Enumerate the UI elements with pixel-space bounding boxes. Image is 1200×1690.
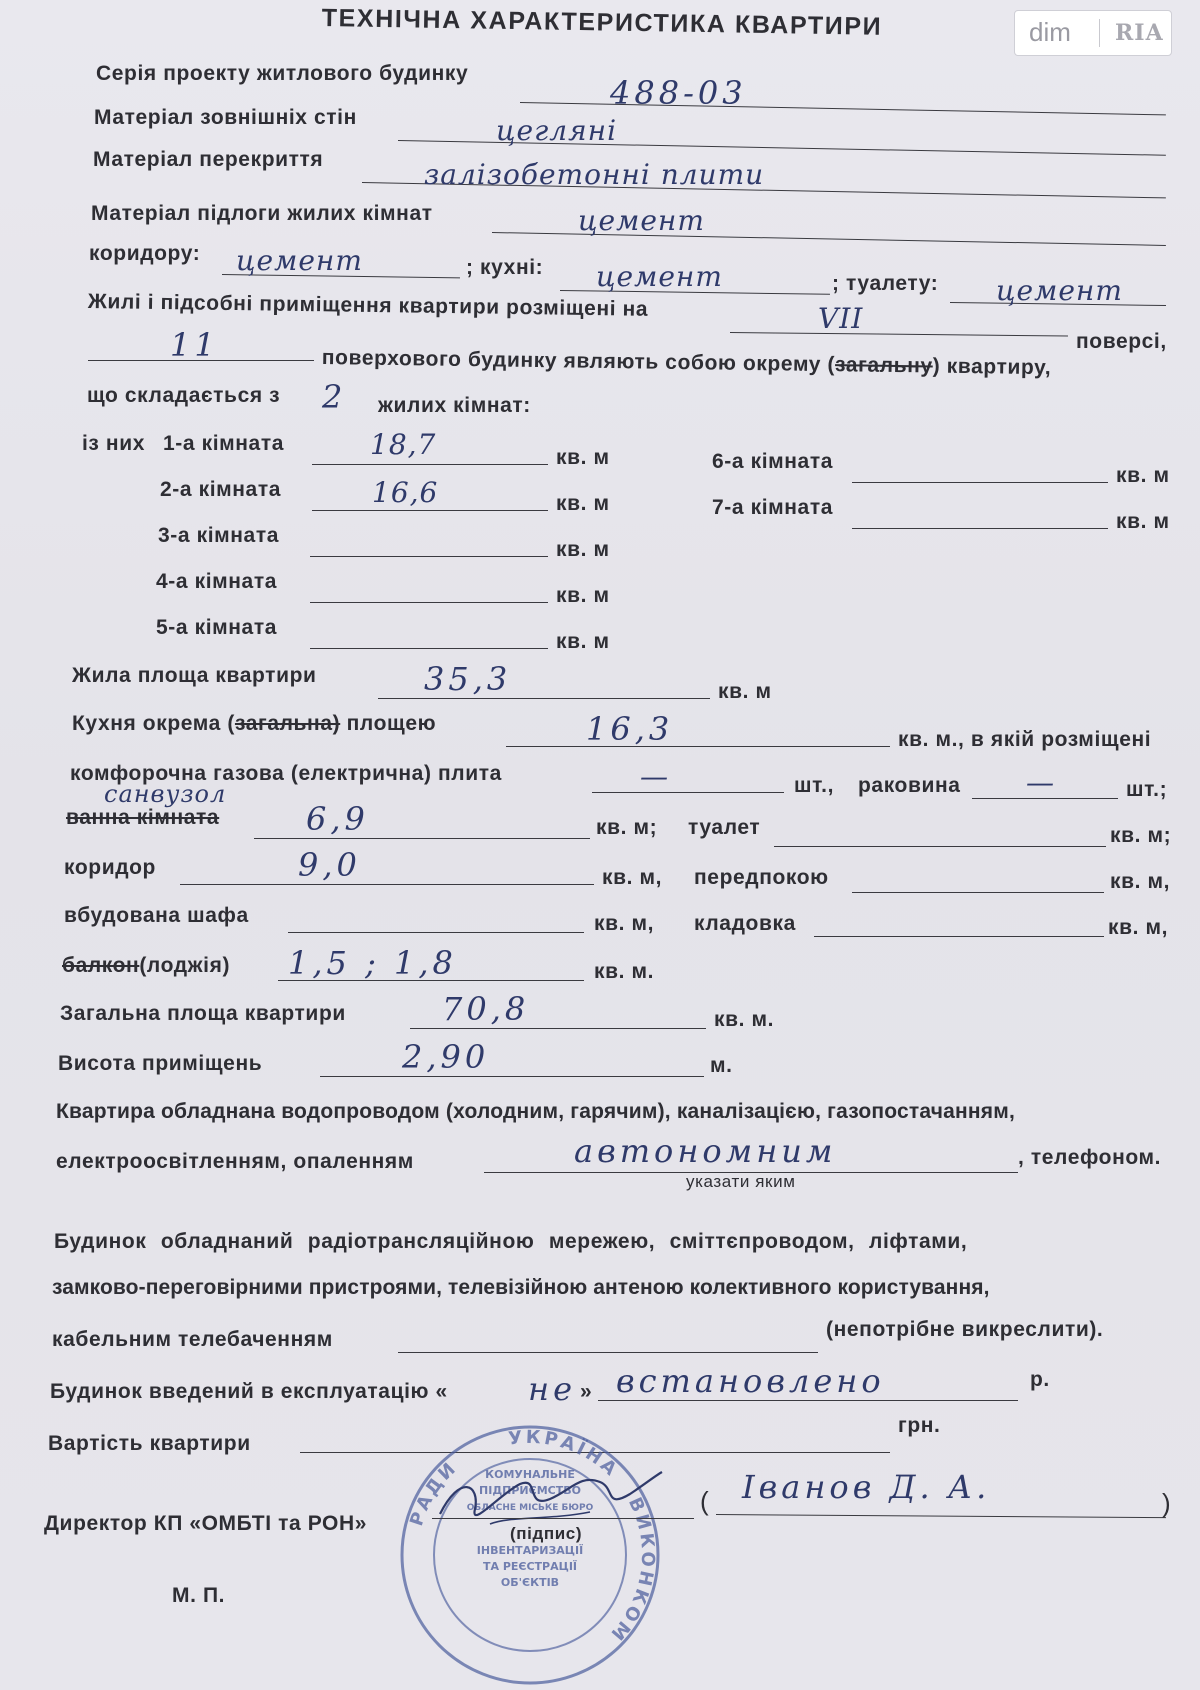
value-bathroom: 6,9 xyxy=(306,800,369,838)
label-corridor-area: коридор xyxy=(64,856,156,879)
label-building-3: кабельним телебаченням xyxy=(52,1328,333,1351)
stamp-center-4: ІНВЕНТАРИЗАЦІЇ xyxy=(476,1544,584,1557)
line-room3 xyxy=(310,556,548,557)
unit-room5: кв. м xyxy=(556,630,610,653)
stamp-ring-right-path: ВИКОНКОМ xyxy=(604,1494,659,1647)
label-wardrobe: вбудована шафа xyxy=(64,904,249,927)
line-director-name xyxy=(716,1514,1166,1518)
label-bathroom-struck: ванна кімната xyxy=(66,806,220,829)
label-storey-building-text: поверхового будинку являють собою окрему ( xyxy=(321,346,836,377)
watermark-ria: RIA xyxy=(1115,20,1164,46)
line-room6 xyxy=(852,482,1108,483)
value-sink: — xyxy=(1026,766,1055,799)
label-signature: (підпис) xyxy=(510,1524,583,1543)
line-living-area xyxy=(378,698,710,699)
label-room3: 3-а кімната xyxy=(158,524,279,547)
label-kitchen-general-struck: загальна) xyxy=(234,712,341,735)
unit-hallway: кв. м, xyxy=(1110,870,1171,893)
unit-height: м. xyxy=(710,1054,733,1077)
unit-corridor-area: кв. м, xyxy=(602,866,663,889)
value-heating: автономним xyxy=(574,1132,837,1170)
label-strike-unneeded: (непотрібне викреслити). xyxy=(826,1318,1104,1341)
label-quote-close: » xyxy=(580,1380,593,1403)
value-room1: 18,7 xyxy=(370,428,437,461)
value-rooms-count: 2 xyxy=(322,378,347,416)
label-balcony-struck: балкон xyxy=(62,954,140,977)
label-ceiling-material: Матеріал перекриття xyxy=(93,148,324,171)
watermark-separator xyxy=(1099,19,1100,47)
label-cost: Вартість квартири xyxy=(48,1432,251,1455)
value-ceiling-material: залізобетонні плити xyxy=(424,158,765,191)
label-wall-material: Матеріал зовнішніх стін xyxy=(94,106,357,129)
label-equipped-2: електроосвітленням, опаленням xyxy=(56,1150,414,1173)
value-wall-material: цегляні xyxy=(496,114,618,147)
value-director-name: Іванов Д. А. xyxy=(742,1468,991,1506)
value-corridor-area: 9,0 xyxy=(298,846,361,884)
label-currency: грн. xyxy=(898,1414,941,1437)
line-corridor-area xyxy=(180,884,594,885)
value-commissioned-day: не xyxy=(528,1370,577,1408)
label-toilet-area: туалет xyxy=(688,816,761,839)
value-floor-number: VII xyxy=(818,302,864,335)
label-stove: комфорочна газова (електрична) плита xyxy=(70,762,502,785)
label-name-open-paren: ( xyxy=(700,1486,710,1516)
label-toilet-floor: ; туалету: xyxy=(832,272,939,295)
value-storeys: 11 xyxy=(170,326,219,364)
label-balcony xyxy=(62,954,230,978)
label-sink-pcs: шт.; xyxy=(1126,778,1168,801)
label-corridor-floor: коридору: xyxy=(89,242,201,265)
label-floor-word: поверсі, xyxy=(1076,330,1167,353)
unit-pantry: кв. м, xyxy=(1108,916,1169,939)
line-kitchen-area xyxy=(506,746,890,747)
line-commissioned xyxy=(598,1400,1018,1401)
line-stove xyxy=(592,792,784,793)
signature-stroke xyxy=(440,1472,662,1515)
value-floor-material: цемент xyxy=(578,204,705,237)
stamp-center-2: ПІДПРИЄМСТВО xyxy=(479,1484,581,1497)
line-bathroom xyxy=(254,838,590,839)
unit-wardrobe: кв. м, xyxy=(594,912,655,935)
line-total-area xyxy=(410,1028,706,1029)
unit-bathroom: кв. м; xyxy=(596,816,658,839)
label-kitchen-area xyxy=(72,712,436,736)
label-hallway: передпокою xyxy=(694,866,829,889)
line-toilet-area xyxy=(774,846,1106,847)
label-building-2: замково-переговірними пристроями, телевізійною антеною колективного користування, xyxy=(52,1276,990,1299)
stamp-center-3: ОБЛАСНЕ МІСЬКЕ БЮРО xyxy=(466,1503,594,1513)
page-title: ТЕХНІЧНА ХАРАКТЕРИСТИКА КВАРТИРИ xyxy=(321,4,883,41)
unit-living-area: кв. м xyxy=(718,680,772,703)
dim-ria-watermark xyxy=(1014,10,1172,56)
line-cable-tv xyxy=(398,1352,818,1353)
label-kitchen-sep: Кухня окрема ( xyxy=(72,712,235,735)
value-room2: 16,6 xyxy=(372,476,439,509)
label-located-on: Жилі і підсобні приміщення квартири розміщені на xyxy=(87,290,649,321)
unit-room7: кв. м xyxy=(1116,510,1170,533)
label-room1: 1-а кімната xyxy=(163,432,284,455)
watermark-dim: dim xyxy=(1029,17,1071,47)
label-living-area: Жила площа квартири xyxy=(72,664,317,687)
value-toilet-floor: цемент xyxy=(996,274,1123,307)
label-pantry: кладовка xyxy=(694,912,796,935)
line-room4 xyxy=(310,602,548,603)
label-mp: М. П. xyxy=(172,1584,226,1607)
stamp-center-5: ТА РЕЄСТРАЦІЇ xyxy=(482,1560,578,1573)
stamp-center-6: ОБ'ЄКТІВ xyxy=(500,1576,560,1589)
label-sink: раковина xyxy=(858,774,961,797)
label-year: р. xyxy=(1030,1368,1050,1391)
label-general-struck: загальну xyxy=(834,353,933,378)
unit-balcony: кв. м. xyxy=(594,960,655,983)
label-living-rooms: жилих кімнат: xyxy=(378,394,531,417)
unit-room3: кв. м xyxy=(556,538,610,561)
value-living-area: 35,3 xyxy=(424,660,512,698)
value-balcony: 1,5 ; 1,8 xyxy=(288,944,457,982)
label-floor-material: Матеріал підлоги жилих кімнат xyxy=(91,202,433,225)
line-room5 xyxy=(310,648,548,649)
label-kitchen-area-text: площею xyxy=(340,712,437,735)
line-floor-number xyxy=(730,332,1068,337)
line-hallway xyxy=(852,892,1104,893)
value-kitchen-floor: цемент xyxy=(596,260,723,293)
label-height: Висота приміщень xyxy=(58,1052,263,1075)
value-total-area: 70,8 xyxy=(442,990,530,1028)
label-loggia: (лоджія) xyxy=(139,954,231,977)
label-stove-pcs: шт., xyxy=(794,774,835,797)
value-corridor-floor: цемент xyxy=(236,244,363,277)
label-room2: 2-а кімната xyxy=(160,478,281,501)
unit-total-area: кв. м. xyxy=(714,1008,775,1031)
label-total-area: Загальна площа квартири xyxy=(60,1002,346,1025)
stamp-ring-left-path: РАДИ xyxy=(406,1457,462,1529)
unit-room1: кв. м xyxy=(556,446,610,469)
line-height xyxy=(320,1076,704,1077)
line-room2 xyxy=(312,510,548,511)
label-director: Директор КП «ОМБТІ та РОН» xyxy=(44,1512,368,1535)
label-apartment-end: ) квартиру, xyxy=(932,354,1052,380)
unit-toilet-area: кв. м; xyxy=(1110,824,1172,847)
label-building-1: Будинок обладнаний радіотрансляційною мережею, сміттєпроводом, ліфтами, xyxy=(54,1230,968,1253)
label-room5: 5-а кімната xyxy=(156,616,277,639)
label-name-close-paren: ) xyxy=(1162,1488,1172,1518)
value-commissioned-rest: встановлено xyxy=(616,1362,885,1400)
label-consists-of: що складається з xyxy=(87,384,281,407)
unit-room2: кв. м xyxy=(556,492,610,515)
line-room7 xyxy=(852,528,1108,529)
line-pantry xyxy=(814,936,1104,937)
stamp-center-1: КОМУНАЛЬНЕ xyxy=(485,1468,575,1481)
label-series: Серія проекту житлового будинку xyxy=(96,62,469,85)
stamp-ring-top-path: УКРАЇНА xyxy=(507,1426,623,1482)
line-room1 xyxy=(312,464,548,465)
label-specify: указати яким xyxy=(686,1172,796,1191)
label-kitchen-floor: ; кухні: xyxy=(466,256,544,279)
label-of-them: із них xyxy=(82,432,145,455)
label-commissioned: Будинок введений в експлуатацію « xyxy=(50,1380,448,1403)
label-room7: 7-а кімната xyxy=(712,496,833,519)
unit-room6: кв. м xyxy=(1116,464,1170,487)
line-signature xyxy=(432,1518,694,1519)
label-kitchen-placed: кв. м., в якій розміщені xyxy=(898,728,1152,751)
line-wardrobe xyxy=(288,932,584,933)
value-series: 488-03 xyxy=(610,74,747,112)
label-room6: 6-а кімната xyxy=(712,450,833,473)
label-room4: 4-а кімната xyxy=(156,570,277,593)
unit-room4: кв. м xyxy=(556,584,610,607)
value-kitchen-area: 16,3 xyxy=(586,710,674,748)
value-bathroom-label-hw: санвузол xyxy=(104,780,227,808)
label-storey-building xyxy=(322,346,1052,380)
label-equipped-1: Квартира обладнана водопроводом (холодним, гарячим), каналізацією, газопостачанням, xyxy=(56,1100,1015,1123)
value-stove: — xyxy=(640,760,669,793)
label-phone: , телефоном. xyxy=(1018,1146,1162,1169)
value-height: 2,90 xyxy=(402,1038,490,1076)
